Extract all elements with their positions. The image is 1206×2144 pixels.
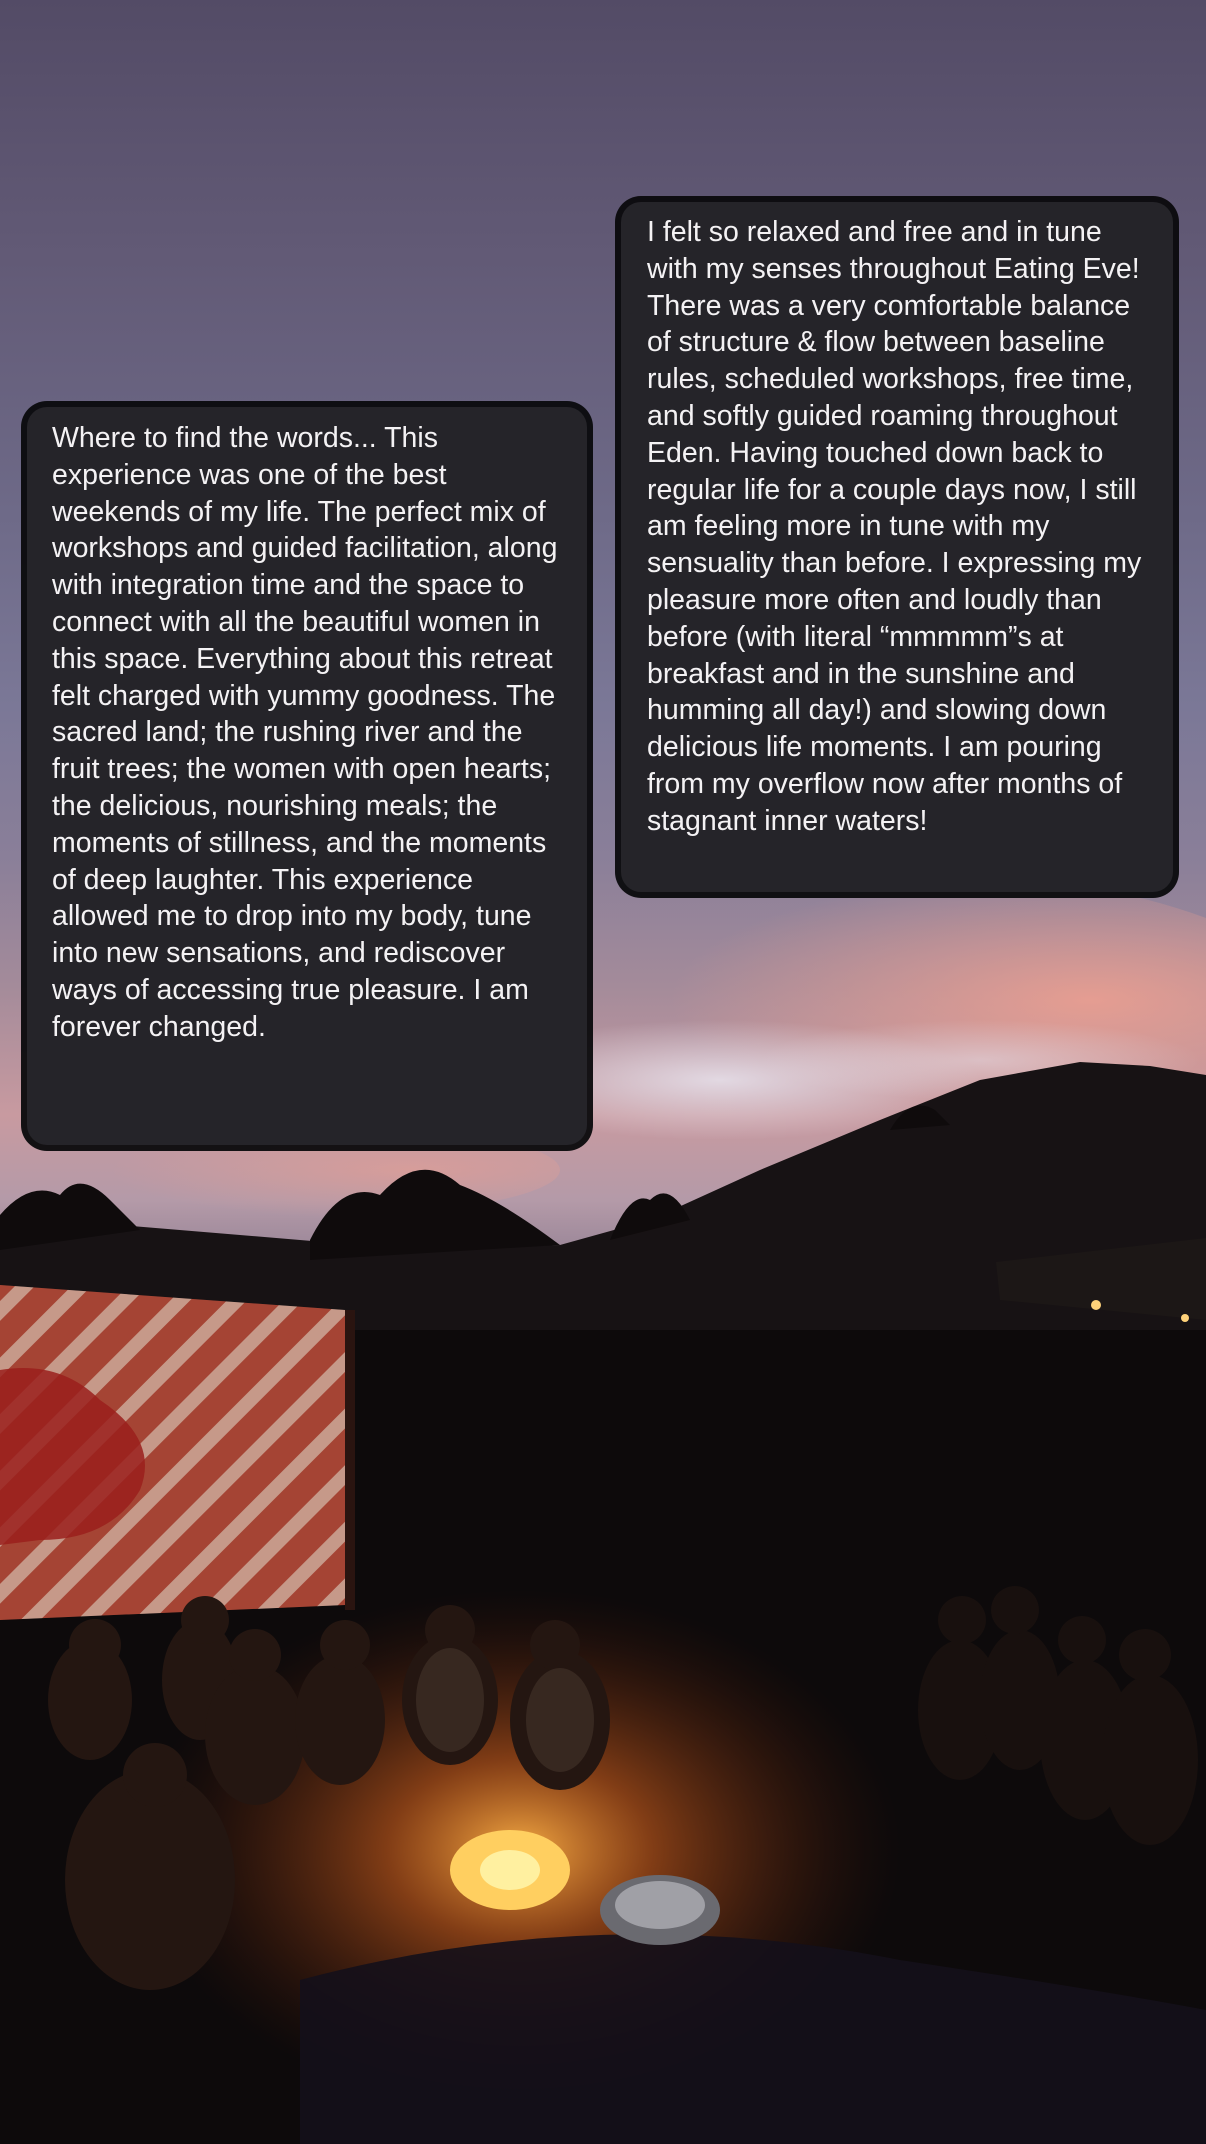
testimonial-text-left: Where to find the words... This experience was one of the best weekends of my life. The perfect mix of workshops and guided facilitation, along with integration time and the space to connect with all the beautiful women in this space. Everything about this retreat felt charged with yummy goodness. The sacred land; the rushing river and the fruit trees; the women with open hearts; the delicious, nourishing meals; the moments of stillness, and the moments of deep laughter. This experience allowed me to drop into my body, tune into new sensations, and rediscover ways of accessing true pleasure. I am forever changed.: [52, 422, 558, 1043]
testimonial-text-right: I felt so relaxed and free and in tune with my senses throughout Eating Eve! There was a very comfortable balance of structure & flow between baseline rules, scheduled workshops, free time, and softly guided roaming throughout Eden. Having touched down back to regular life for a couple days now, I still am feeling more in tune with my sensuality than before. I expressing my pleasure more often and loudly than before (with literal “mmmmm”s at breakfast and in the sunshine and humming all day!) and slowing down delicious life moments. I am pouring from my overflow now after months of stagnant inner waters!: [647, 216, 1142, 837]
testimonial-bubble-left: [27, 407, 587, 1145]
testimonial-bubble-right: [621, 202, 1173, 892]
